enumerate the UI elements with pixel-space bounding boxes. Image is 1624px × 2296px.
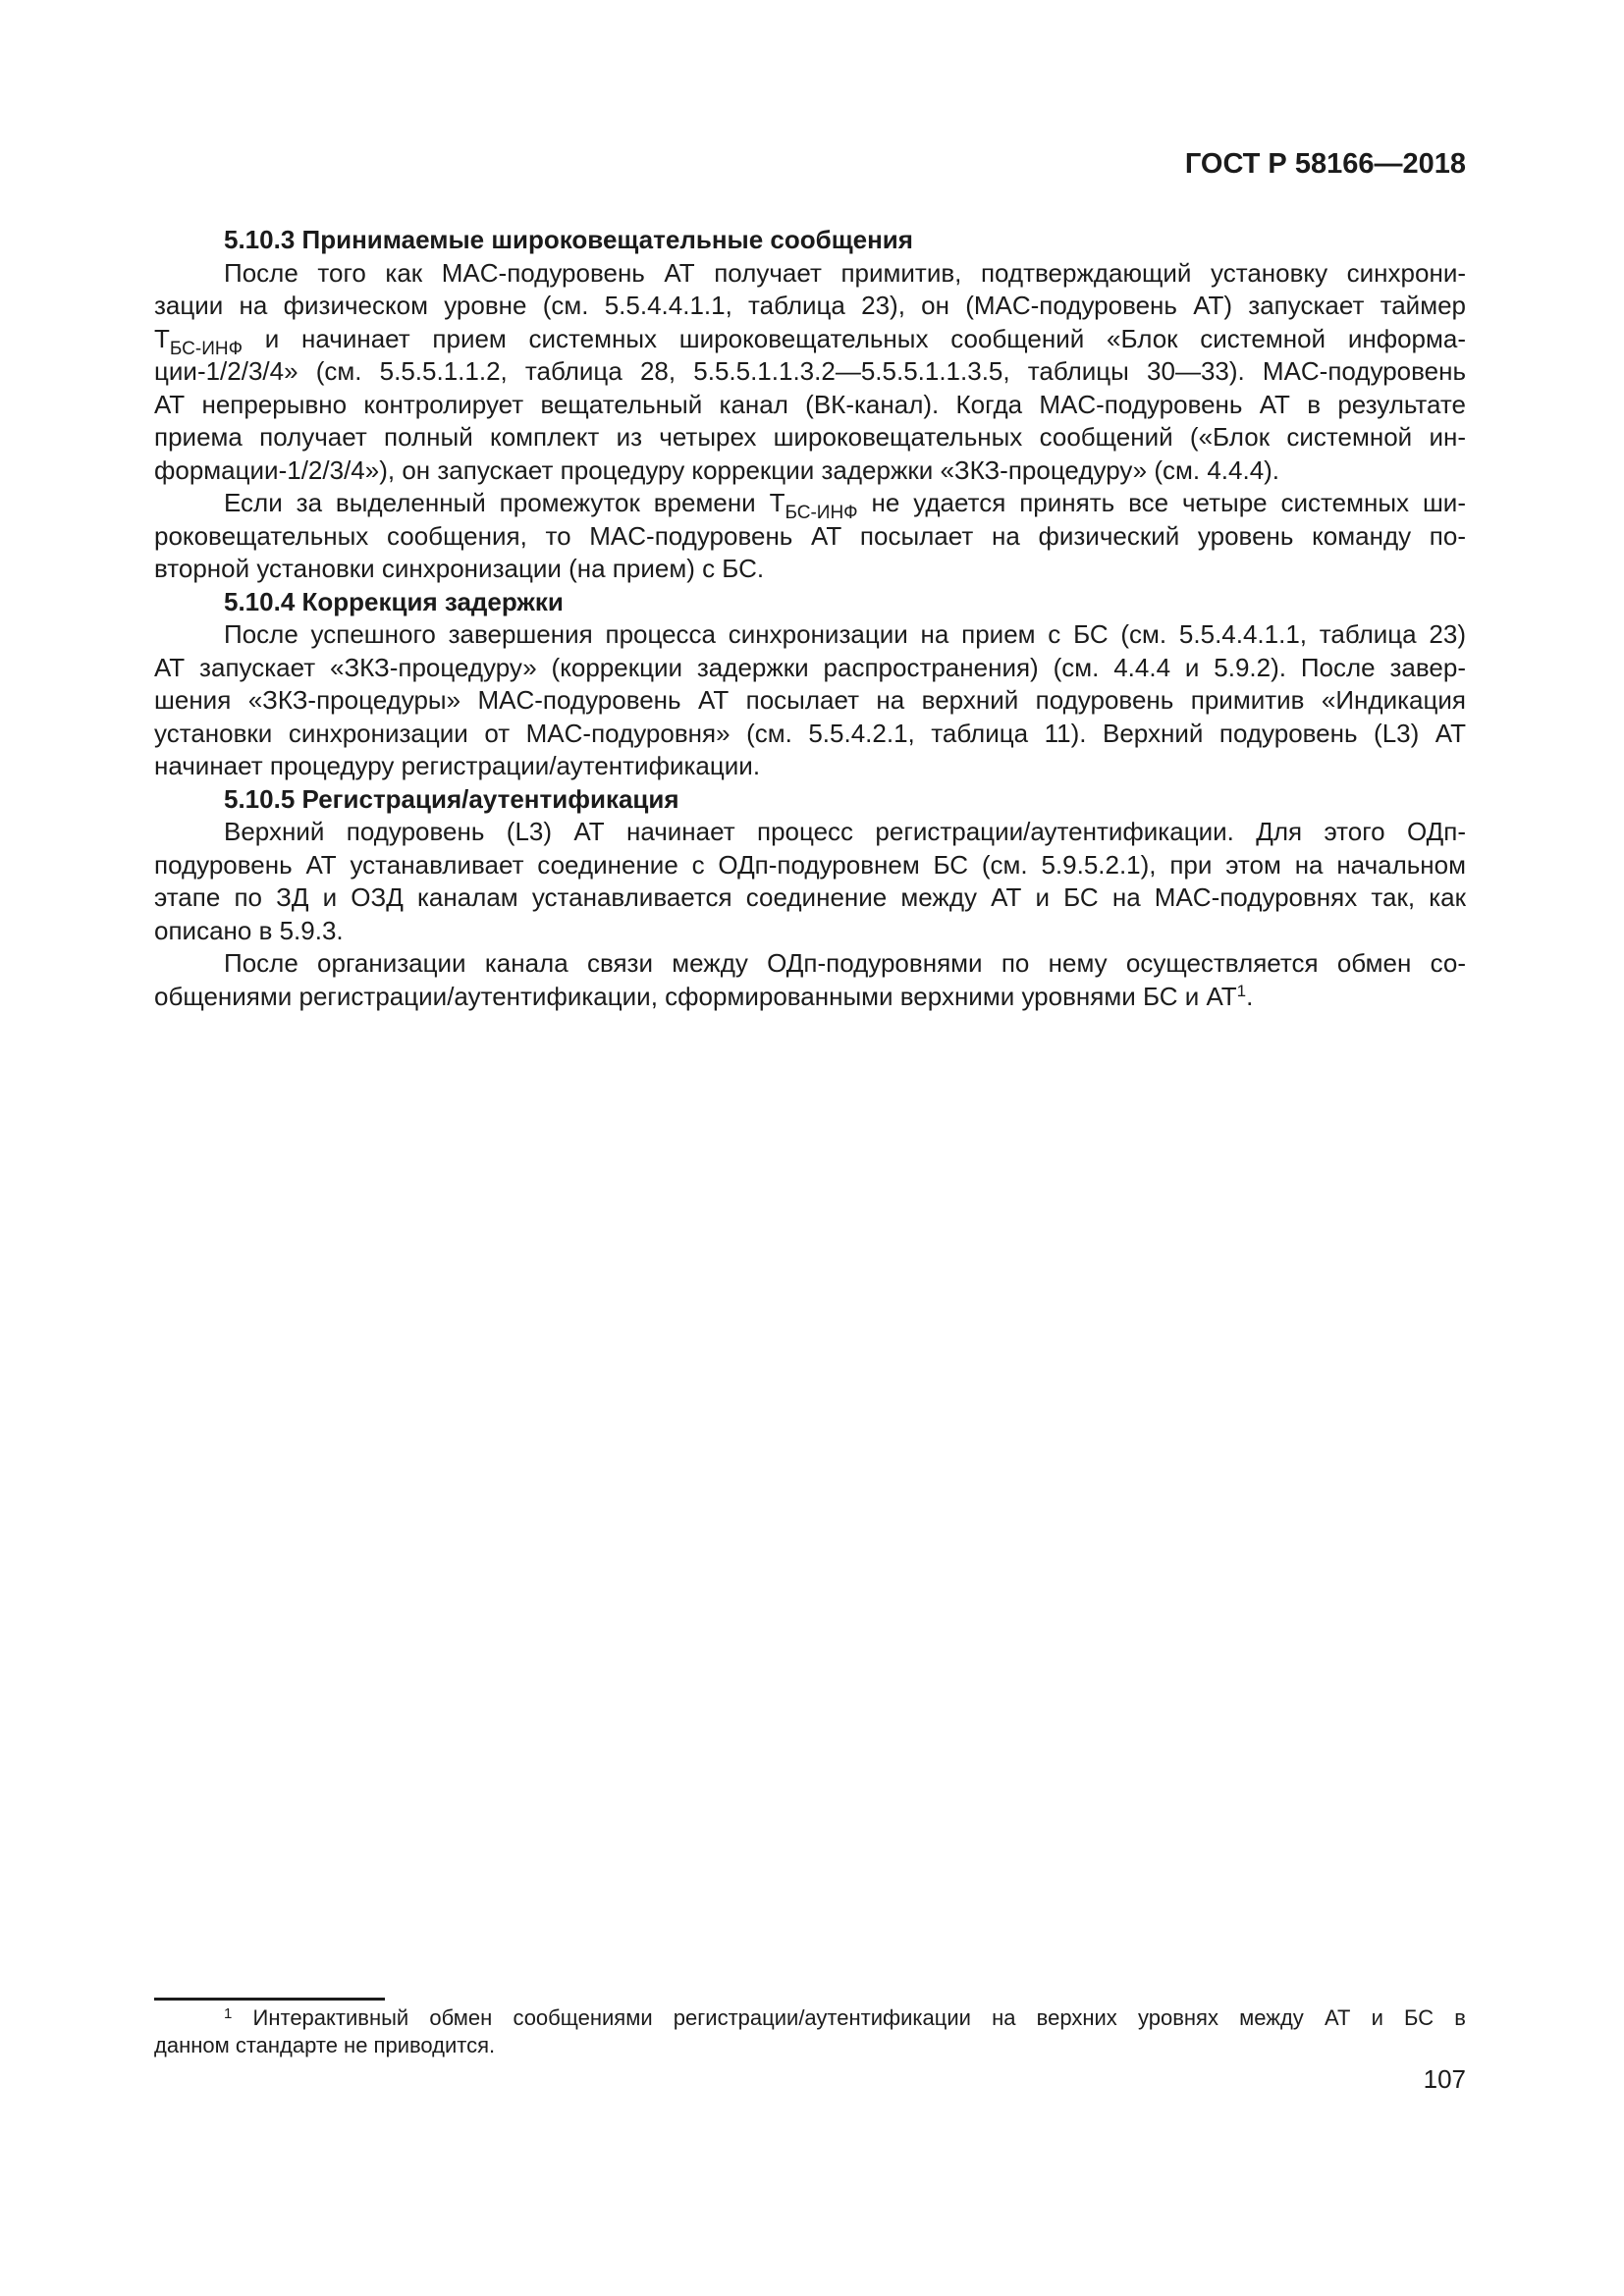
section-heading: 5.10.4 Коррекция задержки (224, 586, 564, 616)
text-run: данном стандарте не приводится. (154, 2033, 496, 2057)
text-run: формации-1/2/3/4»), он запускает процедуру коррекции задержки «ЗКЗ-процедуру» (см. 4.4.4). (154, 454, 1280, 485)
text-run: АТ непрерывно контролирует вещательный канал (ВК-канал). Когда MAC-подуровень АТ в результате (154, 389, 1466, 419)
content-area (154, 224, 1466, 1013)
section-heading: 5.10.5 Регистрация/аутентификация (224, 783, 679, 814)
section-heading: 5.10.3 Принимаемые широковещательные сообщения (224, 225, 913, 254)
text-run: Интерактивный обмен сообщениями регистрации/аутентификации на верхних уровнях между АТ и БС в (232, 2005, 1466, 2030)
text-line (154, 520, 1466, 554)
text-run: . (1246, 981, 1254, 1011)
text-run: Т (154, 323, 170, 353)
text-run: начинает процедуру регистрации/аутентификации. (154, 751, 761, 780)
footnote-area (154, 2004, 1466, 2059)
page-number: 107 (1423, 2064, 1466, 2094)
footnote-separator-rule (154, 1998, 385, 2001)
text-run: и начинает прием системных широковещательных сообщений «Блок системной информа- (243, 323, 1466, 353)
text-line (154, 389, 1466, 422)
text-line (154, 947, 1466, 981)
running-header-title: ГОСТ Р 58166—2018 (1184, 148, 1466, 180)
subscript-text: БС-ИНФ (785, 503, 858, 523)
text-run: установки синхронизации от MAC-подуровня» (см. 5.5.4.2.1, таблица 11). Верхний подуровень (L3) АТ (154, 718, 1466, 748)
text-run: зации на физическом уровне (см. 5.5.4.4.1.1, таблица 23), он (MAC-подуровень АТ) запускает таймер (154, 291, 1466, 320)
text-line (154, 355, 1466, 389)
text-line (154, 849, 1466, 882)
text-line (154, 553, 1466, 586)
text-run: вторной установки синхронизации (на прием) с БС. (154, 554, 765, 583)
text-run: АТ запускает «ЗКЗ-процедуру» (коррекции задержки распространения) (см. 4.4.4 и 5.9.2). После завер- (154, 652, 1466, 682)
text-line (154, 684, 1466, 718)
text-run: После успешного завершения процесса синхронизации на прием с БС (см. 5.5.4.4.1.1, таблица 23) (224, 619, 1466, 649)
text-run: не удается принять все четыре системных ши- (857, 488, 1466, 517)
text-line (154, 652, 1466, 685)
text-run: Верхний подуровень (L3) АТ начинает процесс регистрации/аутентификации. Для этого ОДп- (224, 817, 1466, 846)
text-line (154, 487, 1466, 523)
text-line (154, 618, 1466, 652)
text-run: роковещательных сообщения, то MAC-подуровень АТ посылает на физический уровень команду по- (154, 520, 1466, 551)
footnote-line (154, 2004, 1466, 2032)
text-line (154, 718, 1466, 751)
footnote-ref-superscript: 1 (1236, 981, 1247, 1000)
text-run: После того как MAC-подуровень АТ получает примитив, подтверждающий установку синхрони- (224, 257, 1466, 288)
text-run: общениями регистрации/аутентификации, сформированными верхними уровнями БС и АТ (154, 981, 1237, 1011)
paragraph (154, 487, 1466, 586)
footnote-line (154, 2032, 1466, 2059)
paragraph (154, 257, 1466, 488)
text-run: Если за выделенный промежуток времени Т (224, 488, 785, 517)
footnote-ref-superscript: 1 (224, 2005, 233, 2022)
text-line (154, 816, 1466, 849)
text-line (154, 257, 1466, 291)
paragraph (154, 947, 1466, 1013)
text-run: шения «ЗКЗ-процедуры» MAC-подуровень АТ посылает на верхний подуровень примитив «Индикация (154, 685, 1466, 715)
paragraph (154, 816, 1466, 947)
subscript-text: БС-ИНФ (169, 338, 244, 359)
text-run: этапе по ЗД и ОЗД каналам устанавливается соединение между АТ и БС на MAC-подуровнях так, как (154, 882, 1466, 912)
text-run: После организации канала связи между ОДп-подуровнями по нему осуществляется обмен со- (224, 948, 1466, 978)
text-line (154, 881, 1466, 915)
text-run: описано в 5.9.3. (154, 915, 344, 945)
text-line (154, 750, 1466, 783)
text-line (154, 421, 1466, 454)
text-line (154, 981, 1466, 1014)
paragraph (154, 618, 1466, 783)
text-line (154, 915, 1466, 948)
text-line (154, 323, 1466, 359)
text-line (154, 454, 1466, 488)
text-run: ции-1/2/3/4» (см. 5.5.5.1.1.2, таблица 28, 5.5.5.1.1.3.2—5.5.5.1.1.3.5, таблицы 30—33). MAC-подуровень (154, 356, 1466, 386)
text-run: подуровень АТ устанавливает соединение с ОДп-подуровнем БС (см. 5.9.5.2.1), при этом на начальном (154, 849, 1466, 880)
text-run: приема получает полный комплект из четырех широковещательных сообщений («Блок системной ин- (154, 422, 1466, 452)
text-line (154, 290, 1466, 323)
